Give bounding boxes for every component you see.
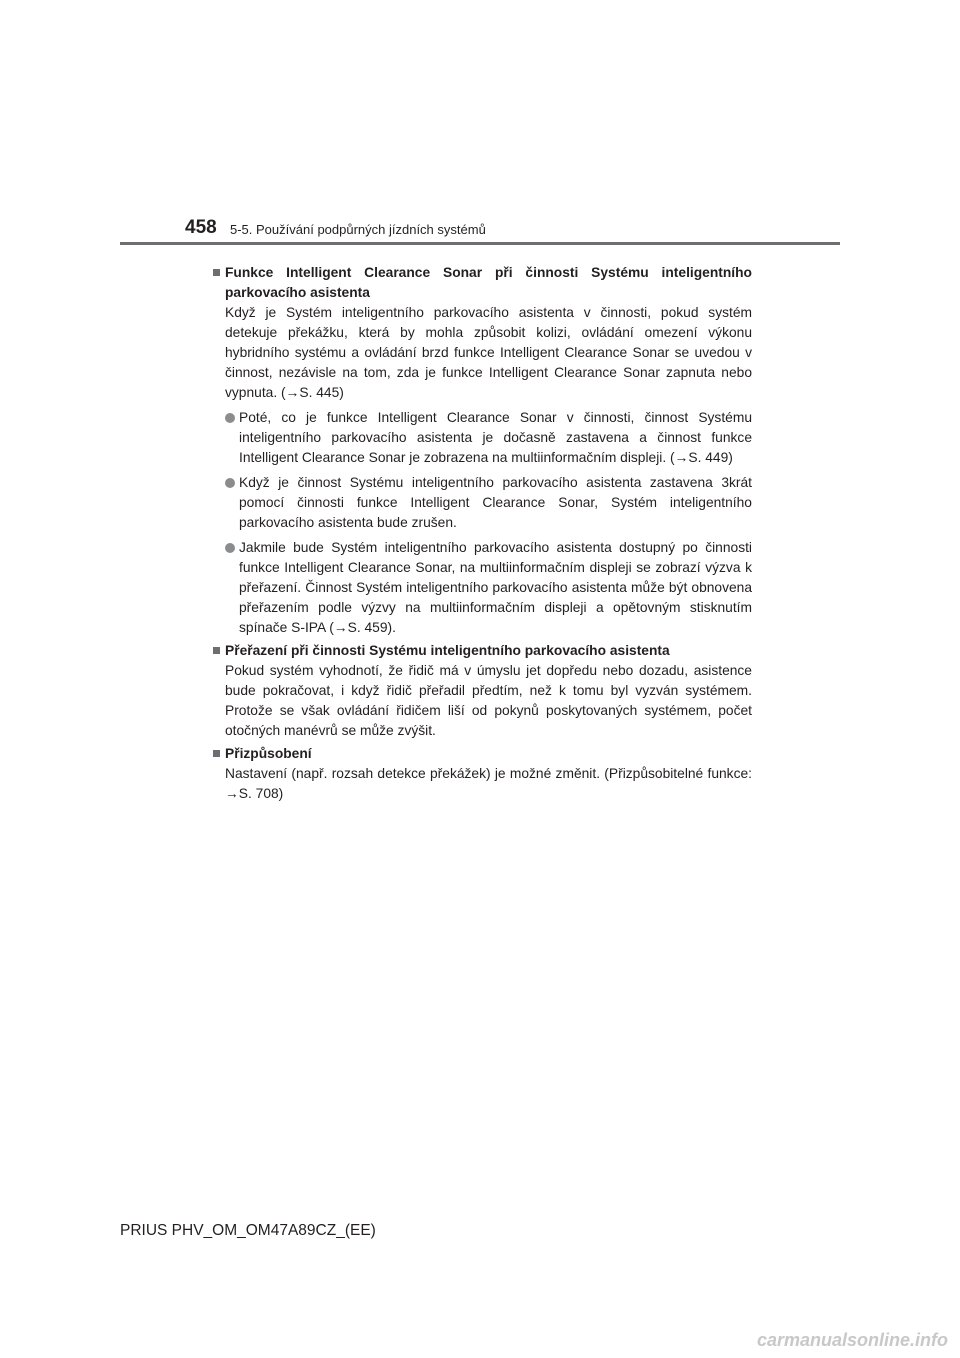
list-item-text: Jakmile bude Systém inteligentního parkovacího asistenta dostupný po činnosti funkce Intelligent Clearance Sonar, na multiinformačním displeji se zobrazí výzva k přeřazení. Činnost Systém inteligentního parkovacího asistenta může být obnovena přeřazením podle výzvy na multiinformačním displeji a opětovným stisknutím spínače S-IPA (→S. 459). <box>239 540 752 635</box>
watermark: carmanualsonline.info <box>756 1330 948 1350</box>
circle-bullet-icon <box>225 413 235 423</box>
page-number: 458 <box>185 217 217 238</box>
document-code: PRIUS PHV_OM_OM47A89CZ_(EE) <box>120 1222 376 1239</box>
square-bullet-icon <box>213 750 220 757</box>
section-heading-text: Přizpůsobení <box>225 746 312 761</box>
section-heading <box>212 744 752 764</box>
section-heading <box>212 263 752 303</box>
section-body: Nastavení (např. rozsah detekce překážek) je možné změnit. (Přizpůsobitelné funkce: →S. 708) <box>225 766 752 801</box>
section-heading-text: Funkce Intelligent Clearance Sonar při činnosti Systému inteligentního parkovacího asistenta <box>225 265 752 300</box>
list-item-text: Poté, co je funkce Intelligent Clearance Sonar v činnosti, činnost Systému inteligentního parkovacího asistenta je dočasně zastavena a činnost funkce Intelligent Clearance Sonar je zobrazena na multiinformačním displeji. (→S. 449) <box>239 410 752 465</box>
section-body: Když je Systém inteligentního parkovacího asistenta v činnosti, pokud systém detekuje překážku, která by mohla způsobit kolizi, ovládání omezení výkonu hybridního systému a ovládání brzd funkce Intelligent Clearance Sonar se uvedou v činnost, nezávisle na tom, zda je funkce Intelligent Clearance Sonar zapnuta nebo vypnuta. (→S. 445) <box>225 305 752 400</box>
header-divider <box>120 242 840 245</box>
circle-bullet-icon <box>225 478 235 488</box>
list-item <box>225 473 752 533</box>
circle-bullet-icon <box>225 543 235 553</box>
chapter-title: 5-5. Používání podpůrných jízdních systémů <box>230 222 486 237</box>
list-item <box>225 408 752 468</box>
list-item <box>225 538 752 638</box>
section-heading <box>212 641 752 661</box>
section-body: Pokud systém vyhodnotí, že řidič má v úmyslu jet dopředu nebo dozadu, asistence bude pokračovat, i když řidič přeřadil předtím, než k tomu byl vyzván systémem. Protože se však ovládání řidičem liší od pokynů poskytovaných systémem, počet otočných manévrů se může zvýšit. <box>225 663 752 738</box>
page-content <box>212 263 752 804</box>
list-item-text: Když je činnost Systému inteligentního parkovacího asistenta zastavena 3krát pomocí činnosti funkce Intelligent Clearance Sonar, Systém inteligentního parkovacího asistenta bude zrušen. <box>239 475 752 530</box>
square-bullet-icon <box>213 647 220 654</box>
square-bullet-icon <box>213 269 220 276</box>
section-heading-text: Přeřazení při činnosti Systému inteligentního parkovacího asistenta <box>225 643 670 658</box>
